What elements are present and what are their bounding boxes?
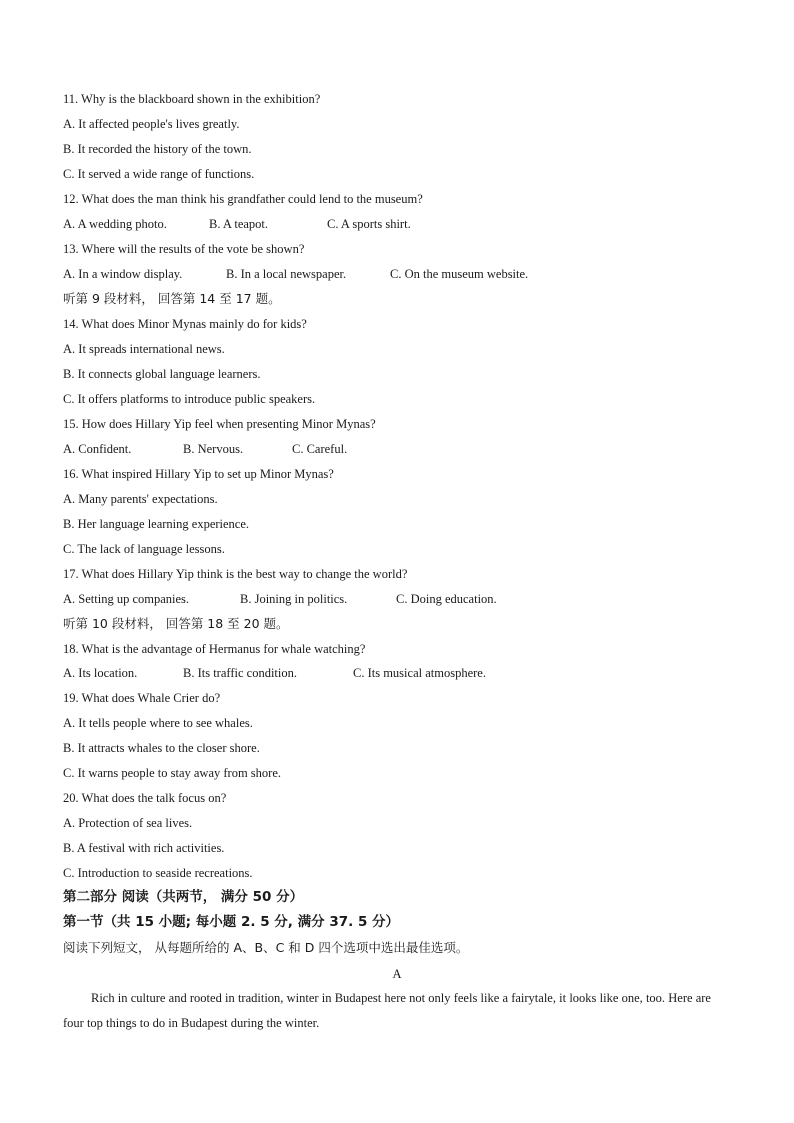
q12-option-c: C. A sports shirt.: [327, 217, 411, 231]
q15-option-b: B. Nervous.: [183, 442, 244, 456]
question-11: 11. Why is the blackboard shown in the exhibition?: [63, 92, 321, 106]
q12-option-a: A. A wedding photo.: [63, 217, 167, 231]
q11-option-c: C. It served a wide range of functions.: [63, 167, 255, 181]
q14-option-a: A. It spreads international news.: [63, 342, 225, 356]
passage-paragraph: Rich in culture and rooted in tradition, winter in Budapest here not only feels like a fairytale, it looks like one, too. Here are four top things to do in Budapest during the winter.: [63, 991, 711, 1030]
question-18: 18. What is the advantage of Hermanus for whale watching?: [63, 642, 366, 656]
q13-option-c: C. On the museum website.: [390, 267, 529, 281]
q12-option-b: B. A teapot.: [209, 217, 269, 231]
q18-option-a: A. Its location.: [63, 666, 138, 680]
q12-options: [63, 216, 411, 232]
section-one-title: 第一节（共 15 小题; 每小题 2. 5 分, 满分 37. 5 分）: [63, 914, 400, 930]
q20-option-a: A. Protection of sea lives.: [63, 816, 193, 830]
q18-option-c: C. Its musical atmosphere.: [353, 666, 486, 680]
question-12: 12. What does the man think his grandfather could lend to the museum?: [63, 192, 423, 206]
q19-option-c: C. It warns people to stay away from shore.: [63, 766, 281, 780]
q15-options: [63, 441, 347, 457]
q11-option-a: A. It affected people's lives greatly.: [63, 117, 240, 131]
question-15: 15. How does Hillary Yip feel when presenting Minor Mynas?: [63, 417, 376, 431]
q16-option-a: A. Many parents' expectations.: [63, 492, 218, 506]
question-16: 16. What inspired Hillary Yip to set up Minor Mynas?: [63, 467, 334, 481]
listening-instruction-9: 听第 9 段材料， 回答第 14 至 17 题。: [63, 291, 281, 306]
q13-options: [63, 266, 528, 282]
reading-instruction: 阅读下列短文， 从每题所给的 A、B、C 和 D 四个选项中选出最佳选项。: [63, 940, 469, 955]
question-19: 19. What does Whale Crier do?: [63, 691, 221, 705]
question-17: 17. What does Hillary Yip think is the best way to change the world?: [63, 567, 408, 581]
q17-options: [63, 591, 497, 607]
question-13: 13. Where will the results of the vote be shown?: [63, 242, 305, 256]
q15-option-a: A. Confident.: [63, 442, 132, 456]
q13-option-b: B. In a local newspaper.: [226, 267, 347, 281]
q20-option-b: B. A festival with rich activities.: [63, 841, 225, 855]
q14-option-b: B. It connects global language learners.: [63, 367, 261, 381]
q15-option-c: C. Careful.: [292, 442, 348, 456]
q18-options: [63, 665, 486, 681]
q13-option-a: A. In a window display.: [63, 267, 183, 281]
q17-option-a: A. Setting up companies.: [63, 592, 190, 606]
q19-option-a: A. It tells people where to see whales.: [63, 716, 253, 730]
question-20: 20. What does the talk focus on?: [63, 791, 227, 805]
q19-option-b: B. It attracts whales to the closer shore.: [63, 741, 260, 755]
q16-option-c: C. The lack of language lessons.: [63, 542, 225, 556]
q14-option-c: C. It offers platforms to introduce public speakers.: [63, 392, 316, 406]
question-14: 14. What does Minor Mynas mainly do for kids?: [63, 317, 307, 331]
q11-option-b: B. It recorded the history of the town.: [63, 142, 252, 156]
q20-option-c: C. Introduction to seaside recreations.: [63, 866, 253, 880]
q17-option-b: B. Joining in politics.: [240, 592, 348, 606]
part-two-title: 第二部分 阅读（共两节， 满分 50 分）: [63, 889, 304, 905]
q16-option-b: B. Her language learning experience.: [63, 517, 250, 531]
q18-option-b: B. Its traffic condition.: [183, 666, 297, 680]
listening-instruction-10: 听第 10 段材料， 回答第 18 至 20 题。: [63, 616, 289, 631]
passage-label: A: [392, 967, 402, 981]
q17-option-c: C. Doing education.: [396, 592, 497, 606]
